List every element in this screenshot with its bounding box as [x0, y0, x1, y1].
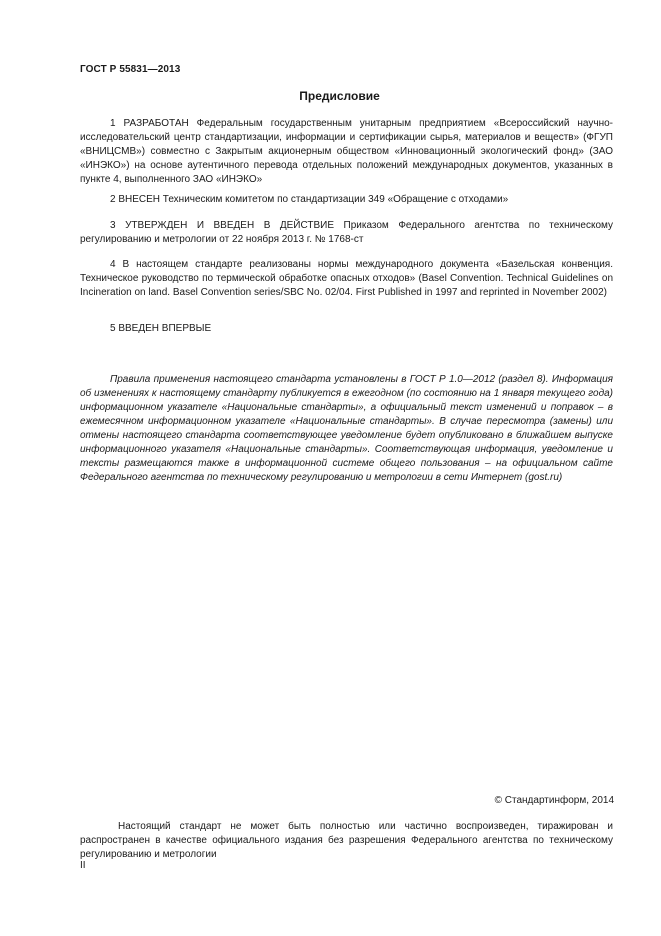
paragraph-approved: 3 УТВЕРЖДЕН И ВВЕДЕН В ДЕЙСТВИЕ Приказом Федерального агентства по техническому регулированию и метрологии от 22 ноября 2013 г. № 1768-ст [80, 220, 613, 245]
paragraph-introduced-by: 2 ВНЕСЕН Техническим комитетом по стандартизации 349 «Обращение с отходами» [110, 194, 509, 205]
page-number: II [80, 860, 86, 871]
rules-notice: Правила применения настоящего стандарта установлены в ГОСТ Р 1.0—2012 (раздел 8). Информация об изменениях к настоящему стандарту публикуется в ежегодном (по состоянию на 1 января текущего года) информационном указателе «Национальные стандарты», а официальный текст изменений и поправок – в ежемесячном информационном указателе «Национальные стандарты». В случае пересмотра (замены) или отмены настоящего стандарта соответствующее уведомление будет опубликовано в ближайшем выпуске информационного указателя «Национальные стандарты». Соответствующая информация, уведомление и тексты размещаются также в информационной системе общего пользования – на официальном сайте Федерального агентства по техническому регулированию и метрологии в сети Интернет (gost.ru) [80, 374, 613, 483]
reproduction-notice: Настоящий стандарт не может быть полностью или частично воспроизведен, тиражирован и распространен в качестве официального издания без разрешения Федерального агентства по техническому регулированию и метрологии [80, 821, 613, 860]
standard-code: ГОСТ Р 55831—2013 [80, 64, 181, 75]
copyright-notice: © Стандартинформ, 2014 [494, 795, 614, 806]
page-title: Предисловие [299, 89, 380, 103]
paragraph-international-norms: 4 В настоящем стандарте реализованы нормы международного документа «Базельская конвенция. Техническое руководство по термической обработке опасных отходов» (Basel Convention. Technical Guidelines on Incineration on land. Basel Convention series/SBC No. 02/04. First Published in 1997 and reprinted in November 2002) [80, 259, 613, 298]
paragraph-developed-by: 1 РАЗРАБОТАН Федеральным государственным унитарным предприятием «Всероссийский научно-исследовательский центр стандартизации, информации и сертификации сырья, материалов и веществ» (ФГУП «ВНИЦСМВ») совместно с Закрытым акционерным обществом «Инновационный экологический фонд» (ЗАО «ИНЭКО») на основе аутентичного перевода отдельных положений международных документов, указанных в пункте 4, выполненного ЗАО «ИНЭКО» [80, 118, 613, 185]
paragraph-first-introduced: 5 ВВЕДЕН ВПЕРВЫЕ [110, 323, 212, 334]
